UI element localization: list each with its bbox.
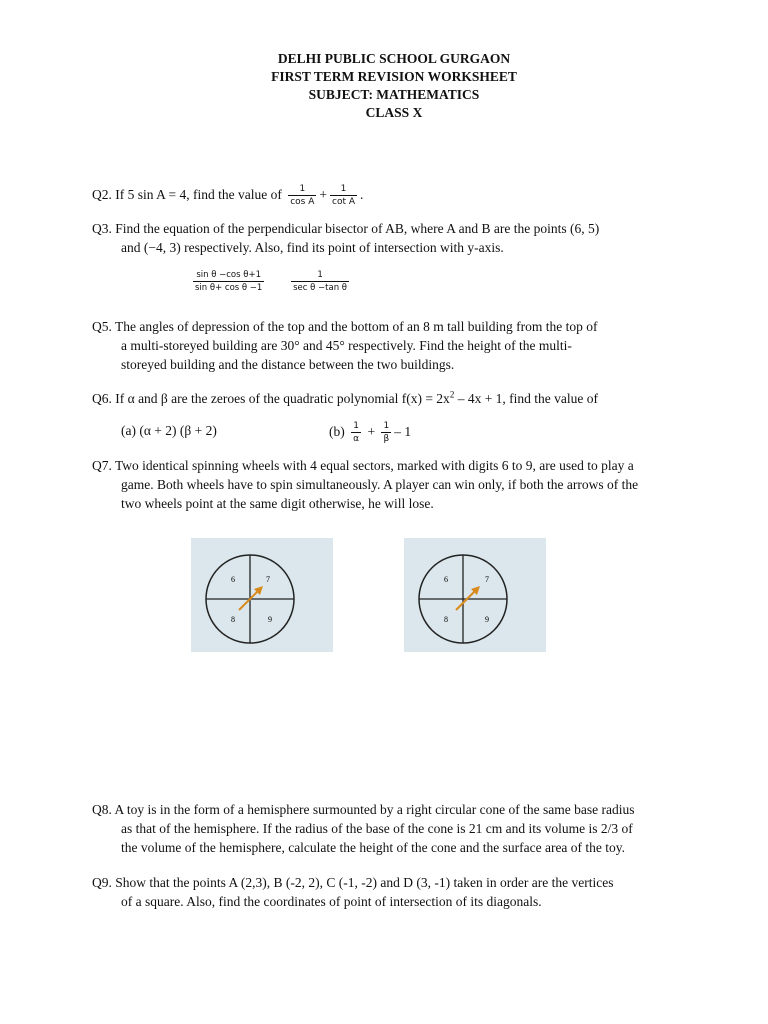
fraction-numerator: sin θ −cos θ+1 [196, 270, 261, 280]
fraction-denominator: cot A [332, 197, 356, 207]
fraction-numerator: 1 [340, 184, 347, 194]
q3-line-2: and (−4, 3) respectively. Also, find its point of intersection with y-axis. [121, 240, 504, 255]
q6-fraction-1 [351, 421, 361, 445]
spinning-wheel-2 [404, 538, 546, 652]
question-2 [92, 184, 692, 208]
q6-text-after: – 4x + 1, find the value of [454, 391, 599, 406]
question-6 [92, 389, 692, 408]
question-5 [92, 317, 692, 374]
fraction-numerator: 1 [353, 421, 359, 431]
class-line: CLASS X [365, 105, 423, 120]
fraction-numerator: 1 [317, 270, 323, 280]
q9-line-2: of a square. Also, find the coordinates of point of intersection of its diagonals. [121, 894, 542, 909]
fraction-denominator: α [353, 434, 360, 444]
q7-line-3: two wheels point at the same digit otherwise, he will lose. [121, 496, 434, 511]
q2-fraction-1 [288, 184, 316, 208]
q6-part-b-label: (b) [329, 424, 345, 440]
q5-line-2: a multi-storeyed building are 30° and 45° respectively. Find the height of the multi- [121, 338, 572, 353]
fraction-denominator: cos A [290, 197, 315, 207]
wheel-digit-6: 6 [444, 575, 448, 584]
fraction-denominator: sin θ+ cos θ −1 [195, 283, 263, 293]
wheel-digit-6: 6 [231, 575, 235, 584]
subject-line: SUBJECT: MATHEMATICS [308, 87, 480, 102]
fraction-numerator: 1 [383, 421, 390, 431]
question-8 [92, 800, 692, 857]
q2-text: Q2. If 5 sin A = 4, find the value of [92, 187, 282, 203]
question-7 [92, 456, 692, 513]
wheel-digit-7: 7 [266, 575, 270, 584]
arrow-icon [456, 586, 480, 610]
q2-fraction-2 [330, 184, 357, 208]
question-6-parts [121, 421, 721, 444]
q3-line-1: Q3. Find the equation of the perpendicular bisector of AB, where A and B are the points (6, 5) [92, 221, 600, 236]
arrow-icon [239, 586, 263, 610]
q9-line-1: Q9. Show that the points A (2,3), B (-2, 2), C (-1, -2) and D (3, -1) taken in order are the vertices [92, 875, 614, 890]
q4-fraction-2 [291, 270, 349, 294]
q8-line-1: Q8. A toy is in the form of a hemisphere surmounted by a right circular cone of the same base radius [92, 802, 635, 817]
question-3 [92, 219, 692, 257]
wheel-digit-9: 9 [485, 615, 489, 624]
q6-part-a: (a) (α + 2) (β + 2) [121, 423, 217, 438]
q6-part-b [329, 421, 411, 445]
q2-end: . [360, 187, 364, 203]
q7-line-2: game. Both wheels have to spin simultaneously. A player can win only, if both the arrows of the [121, 477, 639, 492]
q8-line-2: as that of the hemisphere. If the radius of the base of the cone is 21 cm and its volume is 2/3 of [121, 821, 633, 836]
wheel-digit-8: 8 [444, 615, 448, 624]
q6-fraction-2 [381, 421, 391, 445]
q8-line-3: the volume of the hemisphere, calculate the height of the cone and the surface area of the toy. [121, 840, 626, 855]
plus-sign: + [367, 424, 376, 440]
q7-line-1: Q7. Two identical spinning wheels with 4 equal sectors, marked with digits 6 to 9, are used to play a [92, 458, 634, 473]
school-name: DELHI PUBLIC SCHOOL GURGAON [277, 51, 511, 66]
fraction-denominator: sec θ −tan θ [293, 283, 347, 293]
fraction-numerator: 1 [299, 184, 306, 194]
plus-sign: + [319, 187, 328, 203]
q5-line-1: Q5. The angles of depression of the top and the bottom of an 8 m tall building from the top of [92, 319, 598, 334]
q6-text-before: Q6. If α and β are the zeroes of the quadratic polynomial f(x) = 2x [92, 391, 450, 406]
question-9 [92, 873, 692, 911]
worksheet-header [0, 50, 768, 122]
spinning-wheel-1 [191, 538, 333, 652]
fraction-denominator: β [383, 434, 390, 444]
q5-line-3: storeyed building and the distance between the two buildings. [121, 357, 455, 372]
q6-part-b-tail: – 1 [394, 424, 412, 440]
question-4-expression [190, 270, 768, 294]
q4-fraction-1 [193, 270, 264, 294]
wheel-digit-8: 8 [231, 615, 235, 624]
worksheet-title: FIRST TERM REVISION WORKSHEET [271, 69, 517, 84]
q6-superscript: 2 [449, 389, 455, 400]
wheel-digit-7: 7 [485, 575, 489, 584]
wheel-digit-9: 9 [268, 615, 272, 624]
